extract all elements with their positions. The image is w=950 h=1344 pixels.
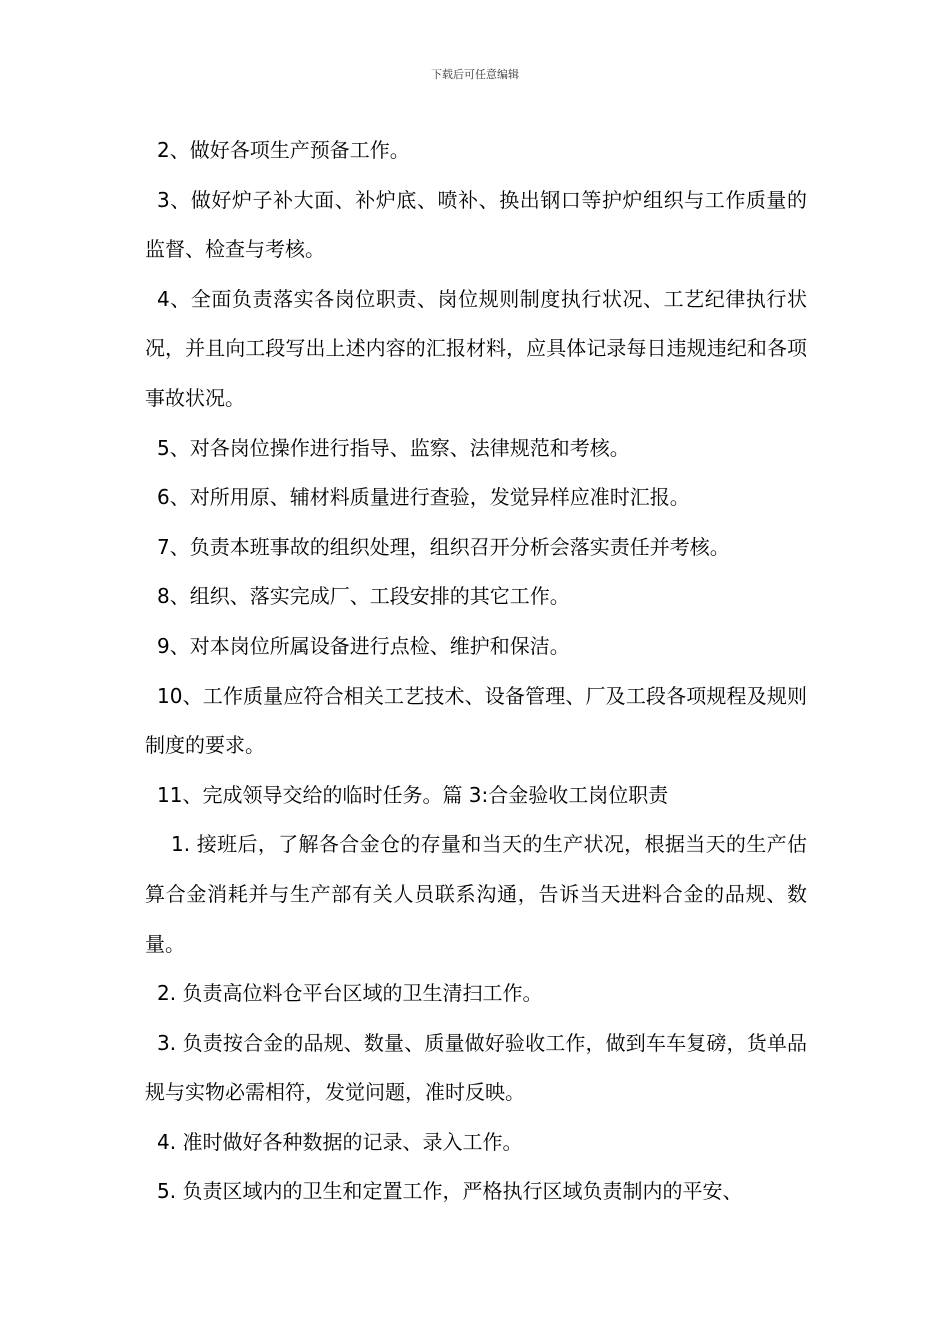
paragraph: 2、做好各项生产预备工作。 xyxy=(157,138,410,162)
paragraph: 1. 接班后，了解各合金仓的存量和当天的生产状况，根据当天的生产估算合金消耗并与生产部有关人员联系沟通，告诉当天进料合金的品规、数量。 xyxy=(145,832,807,956)
paragraph: 7、负责本班事故的组织处理，组织召开分析会落实责任并考核。 xyxy=(157,534,730,559)
paragraph: 3. 负责按合金的品规、数量、质量做好验收工作，做到车车复磅，货单品规与实物必需相符，发觉问题，准时反映。 xyxy=(145,1030,807,1105)
paragraph: 4、全面负责落实各岗位职责、岗位规则制度执行状况、工艺纪律执行状况，并且向工段写出上述内容的汇报材料，应具体记录每日违规违纪和各项事故状况。 xyxy=(145,286,807,410)
paragraph: 2. 负责高位料仓平台区域的卫生清扫工作。 xyxy=(157,981,543,1006)
paragraph: 4. 准时做好各种数据的记录、录入工作。 xyxy=(157,1129,523,1154)
paragraph: 9、对本岗位所属设备进行点检、维护和保洁。 xyxy=(157,633,570,658)
paragraph: 5、对各岗位操作进行指导、监察、法律规范和考核。 xyxy=(157,435,630,460)
paragraph: 5. 负责区域内的卫生和定置工作，严格执行区域负责制内的平安、 xyxy=(157,1179,743,1204)
paragraph: 11、完成领导交给的临时任务。篇 3:合金验收工岗位职责 xyxy=(157,782,669,807)
paragraph: 3、做好炉子补大面、补炉底、喷补、换出钢口等护炉组织与工作质量的监督、检查与考核。 xyxy=(145,187,807,262)
paragraph: 10、工作质量应符合相关工艺技术、设备管理、厂及工段各项规程及规则制度的要求。 xyxy=(145,683,807,758)
paragraph: 6、对所用原、辅材料质量进行查验，发觉异样应准时汇报。 xyxy=(157,485,690,510)
page-header: 下载后可任意编辑 xyxy=(431,68,519,81)
document-body xyxy=(145,126,807,1217)
paragraph: 8、组织、落实完成厂、工段安排的其它工作。 xyxy=(157,584,570,609)
